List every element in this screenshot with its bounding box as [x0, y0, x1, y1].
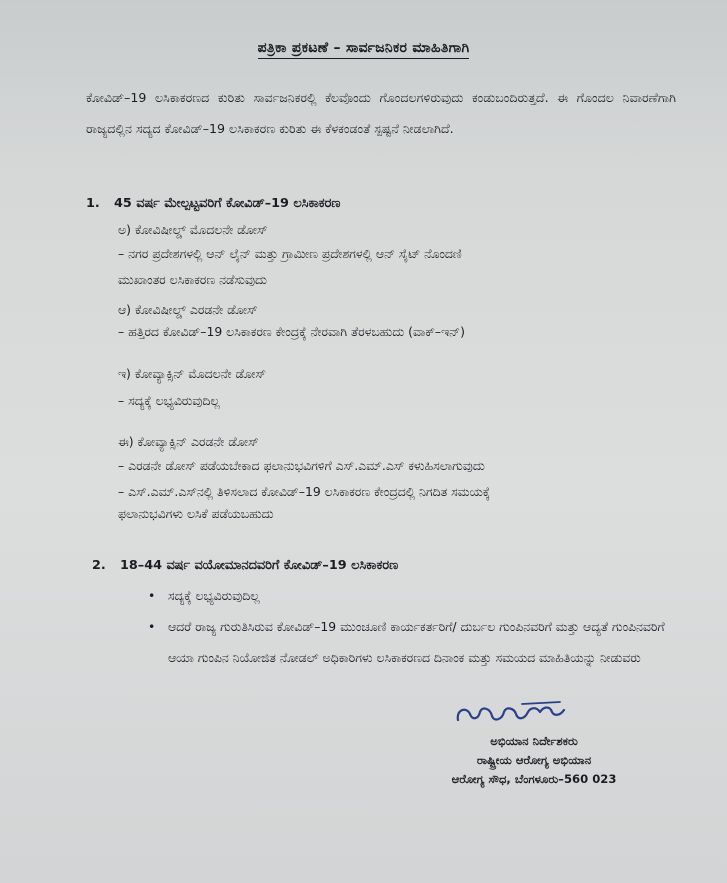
- item-a-line-1: – ನಗರ ಪ್ರದೇಶಗಳಲ್ಲಿ ಆನ್‌ ಲೈನ್‌ ಮತ್ತು ಗ್ರಾಮೀಣ ಪ್ರದೇಶಗಳಲ್ಲಿ ಆನ್‌ ಸೈಟ್‌ ನೊಂದಣಿ: [118, 246, 462, 261]
- list-item: • ಸದ್ಯಕ್ಕೆ ಲಭ್ಯವಿರುವುದಿಲ್ಲ: [148, 588, 260, 603]
- signature-block: [384, 698, 684, 789]
- item-ii-label: ಈ) ಕೋವ್ಯಾಕ್ಸಿನ್‌ ಎರಡನೇ ಡೋಸ್‌: [118, 434, 259, 449]
- item-a-label: ಅ) ಕೋವಿಷೀಲ್ಡ್‌ ಮೊದಲನೇ ಡೋಸ್‌: [118, 222, 268, 237]
- signature-mark-icon: [452, 698, 572, 732]
- item-ii-line-3: ಫಲಾನುಭವಿಗಳು ಲಸಿಕೆ ಪಡೆಯಬಹುದು: [118, 506, 274, 521]
- section-2-heading: 2. 18–44 ವರ್ಷ ವಯೋಮಾನದವರಿಗೆ ಕೋವಿಡ್‌–19 ಲಸಿಕಾಕರಣ: [92, 558, 399, 573]
- item-ii-line-1: – ಎರಡನೇ ಡೋಸ್‌ ಪಡೆಯಬೇಕಾದ ಫಲಾನುಭವಿಗಳಿಗೆ ಎಸ್‌.ಎಮ್‌.ಎಸ್‌ ಕಳುಹಿಸಲಾಗುವುದು: [118, 458, 485, 473]
- list-item: • ಆದರೆ ರಾಜ್ಯ ಗುರುತಿಸಿರುವ ಕೋವಿಡ್‌–19 ಮುಂಚೂಣಿ ಕಾರ್ಯಕರ್ತರಿಗೆ/ ದುರ್ಬಲ ಗುಂಪಿನವರಿಗೆ ಮತ್ತು ಆದ್ಯತೆ ಗುಂಪಿನವರಿಗೆ ಆಯಾ ಗುಂಪಿನ ನಿಯೋಜಿತ ನೋಡಲ್‌ ಅಧಿಕಾರಿಗಳು ಲಸಿಕಾಕರಣದ ದಿನಾಂಕ ಮತ್ತು ಸಮಯದ ಮಾಹಿತಿಯನ್ನು ನೀಡುವರು: [148, 619, 665, 665]
- item-a-line-2: ಮುಖಾಂತರ ಲಸಿಕಾಕರಣ ನಡೆಸುವುದು: [118, 272, 267, 287]
- document-title: ಪತ್ರಿಕಾ ಪ್ರಕಟಣೆ – ಸಾರ್ವಜನಿಕರ ಮಾಹಿತಿಗಾಗಿ: [0, 40, 727, 56]
- item-i-line-1: – ಸದ್ಯಕ್ಕೆ ಲಭ್ಯವಿರುವುದಿಲ್ಲ: [118, 393, 220, 408]
- item-aa-label: ಆ) ಕೋವಿಷೀಲ್ಡ್‌ ಎರಡನೇ ಡೋಸ್‌: [118, 302, 258, 317]
- signatory-designation: ಅಭಿಯಾನ ನಿರ್ದೇಶಕರು: [490, 734, 578, 748]
- item-ii-line-2: – ಎಸ್‌.ಎಮ್‌.ಎಸ್‌ನಲ್ಲಿ ತಿಳಿಸಲಾದ ಕೋವಿಡ್‌–19 ಲಸಿಕಾಕರಣ ಕೇಂದ್ರದಲ್ಲಿ ನಿಗದಿತ ಸಮಯಕ್ಕೆ: [118, 484, 491, 499]
- intro-paragraph: ಕೋವಿಡ್‌–19 ಲಸಿಕಾಕರಣದ ಕುರಿತು ಸಾರ್ವಜನಿಕರಲ್ಲಿ ಕೆಲವೊಂದು ಗೊಂದಲಗಳಿರುವುದು ಕಂಡುಬಂದಿರುತ್ತದೆ. ಈ ಗೊಂದಲ ನಿವಾರಣೆಗಾಗಿ ರಾಜ್ಯದಲ್ಲಿನ ಸದ್ಯದ ಕೋವಿಡ್‌–19 ಲಸಿಕಾಕರಣ ಕುರಿತು ಈ ಕೆಳಕಂಡಂತೆ ಸ್ಪಷ್ಟನೆ ನೀಡಲಾಗಿದೆ.: [86, 90, 676, 136]
- item-i-label: ಇ) ಕೋವ್ಯಾಕ್ಸಿನ್‌ ಮೊದಲನೇ ಡೋಸ್‌: [118, 366, 266, 381]
- signatory-office: ರಾಷ್ಟ್ರೀಯ ಆರೋಗ್ಯ ಅಭಿಯಾನ: [476, 753, 592, 767]
- section-1-heading: 1. 45 ವರ್ಷ ಮೇಲ್ಪಟ್ಟವರಿಗೆ ಕೋವಿಡ್‌–19 ಲಸಿಕಾಕರಣ: [86, 196, 341, 211]
- signatory-address: ಆರೋಗ್ಯ ಸೌಧ, ಬೆಂಗಳೂರು–560 023: [451, 772, 617, 786]
- item-aa-line-1: – ಹತ್ತಿರದ ಕೋವಿಡ್‌–19 ಲಸಿಕಾಕರಣ ಕೇಂದ್ರಕ್ಕೆ ನೇರವಾಗಿ ತೆರಳಬಹುದು (ವಾಕ್‌–ಇನ್‌): [118, 324, 465, 339]
- section-2-bullets: [148, 580, 668, 673]
